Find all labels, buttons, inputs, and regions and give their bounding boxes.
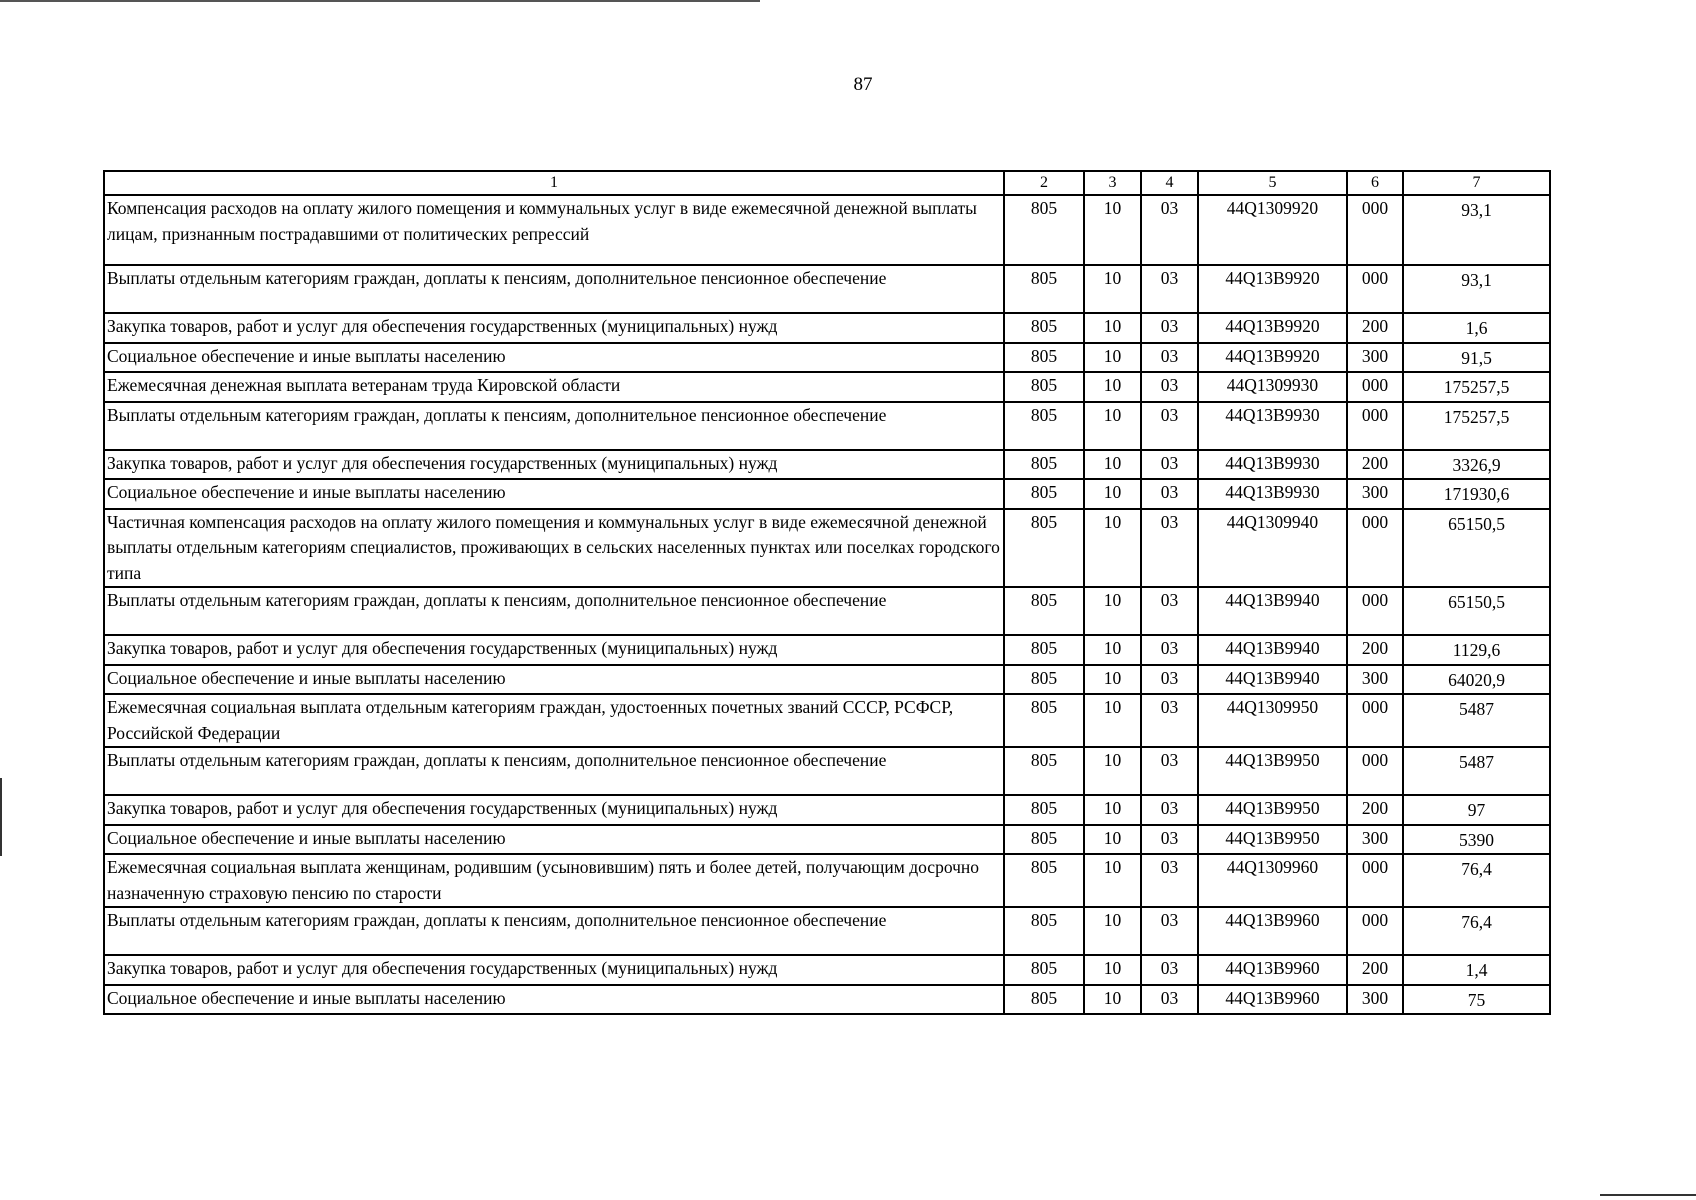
scan-edge-bottom [1600,1194,1696,1196]
cell-col-3: 10 [1084,509,1141,588]
cell-col-3: 10 [1084,955,1141,985]
cell-col-4: 03 [1141,694,1198,747]
cell-name: Ежемесячная социальная выплата отдельным категориям граждан, удостоенных почетных званий СССР, РСФСР, Российской Федерации [104,694,1004,747]
cell-col-4: 03 [1141,372,1198,402]
cell-col-3: 10 [1084,372,1141,402]
cell-col-7: 171930,6 [1403,479,1550,509]
cell-col-6: 000 [1347,747,1403,795]
table-row [104,985,1550,1015]
cell-col-5: 44Q13B9950 [1198,795,1347,825]
cell-col-5: 44Q13B9960 [1198,907,1347,955]
table-row [104,955,1550,985]
table-row [104,509,1550,588]
cell-col-7: 65150,5 [1403,587,1550,635]
cell-col-4: 03 [1141,265,1198,313]
table-row [104,907,1550,955]
cell-col-2: 805 [1004,509,1084,588]
cell-col-2: 805 [1004,635,1084,665]
cell-col-7: 93,1 [1403,195,1550,265]
cell-name: Закупка товаров, работ и услуг для обеспечения государственных (муниципальных) нужд [104,313,1004,343]
page-number: 87 [853,74,873,95]
cell-col-3: 10 [1084,402,1141,450]
cell-col-2: 805 [1004,854,1084,907]
cell-col-3: 10 [1084,587,1141,635]
cell-col-2: 805 [1004,907,1084,955]
cell-col-7: 3326,9 [1403,450,1550,480]
cell-name: Социальное обеспечение и иные выплаты населению [104,985,1004,1015]
cell-col-7: 5390 [1403,825,1550,855]
table-row [104,694,1550,747]
cell-name: Выплаты отдельным категориям граждан, доплаты к пенсиям, дополнительное пенсионное обеспечение [104,265,1004,313]
cell-name: Компенсация расходов на оплату жилого помещения и коммунальных услуг в виде ежемесячной денежной выплаты лицам, признанным пострадавшими от политических репрессий [104,195,1004,265]
cell-col-4: 03 [1141,854,1198,907]
cell-col-3: 10 [1084,343,1141,373]
cell-col-3: 10 [1084,313,1141,343]
cell-col-5: 44Q1309940 [1198,509,1347,588]
table-row [104,265,1550,313]
cell-name: Выплаты отдельным категориям граждан, доплаты к пенсиям, дополнительное пенсионное обеспечение [104,587,1004,635]
cell-col-5: 44Q1309920 [1198,195,1347,265]
cell-col-7: 65150,5 [1403,509,1550,588]
cell-col-2: 805 [1004,587,1084,635]
cell-col-2: 805 [1004,343,1084,373]
cell-col-2: 805 [1004,195,1084,265]
cell-col-5: 44Q13B9960 [1198,985,1347,1015]
cell-col-6: 000 [1347,372,1403,402]
table-row [104,587,1550,635]
cell-col-6: 000 [1347,402,1403,450]
cell-col-4: 03 [1141,825,1198,855]
cell-col-4: 03 [1141,587,1198,635]
cell-col-5: 44Q1309950 [1198,694,1347,747]
cell-col-7: 175257,5 [1403,372,1550,402]
cell-col-6: 200 [1347,955,1403,985]
cell-col-7: 1129,6 [1403,635,1550,665]
cell-col-7: 76,4 [1403,854,1550,907]
cell-name: Выплаты отдельным категориям граждан, доплаты к пенсиям, дополнительное пенсионное обеспечение [104,907,1004,955]
header-col-3: 3 [1084,171,1141,195]
cell-col-2: 805 [1004,985,1084,1015]
cell-name: Закупка товаров, работ и услуг для обеспечения государственных (муниципальных) нужд [104,955,1004,985]
scan-edge-left [0,778,2,856]
cell-col-4: 03 [1141,907,1198,955]
cell-col-5: 44Q1309960 [1198,854,1347,907]
cell-col-7: 5487 [1403,747,1550,795]
cell-name: Закупка товаров, работ и услуг для обеспечения государственных (муниципальных) нужд [104,795,1004,825]
cell-col-6: 300 [1347,825,1403,855]
cell-col-5: 44Q13B9930 [1198,450,1347,480]
cell-col-3: 10 [1084,195,1141,265]
table-row [104,825,1550,855]
cell-name: Выплаты отдельным категориям граждан, доплаты к пенсиям, дополнительное пенсионное обеспечение [104,747,1004,795]
cell-col-4: 03 [1141,509,1198,588]
header-col-6: 6 [1347,171,1403,195]
cell-name: Социальное обеспечение и иные выплаты населению [104,343,1004,373]
cell-col-3: 10 [1084,795,1141,825]
cell-col-4: 03 [1141,985,1198,1015]
cell-col-4: 03 [1141,795,1198,825]
cell-name: Закупка товаров, работ и услуг для обеспечения государственных (муниципальных) нужд [104,635,1004,665]
cell-col-5: 44Q13B9920 [1198,343,1347,373]
cell-col-2: 805 [1004,665,1084,695]
header-col-7: 7 [1403,171,1550,195]
cell-col-4: 03 [1141,955,1198,985]
table-row [104,195,1550,265]
cell-col-6: 000 [1347,854,1403,907]
table-body [104,195,1550,1014]
cell-col-2: 805 [1004,450,1084,480]
table-row [104,343,1550,373]
cell-col-6: 200 [1347,795,1403,825]
table-row [104,854,1550,907]
cell-name: Ежемесячная денежная выплата ветеранам труда Кировской области [104,372,1004,402]
table-row [104,665,1550,695]
cell-col-6: 000 [1347,195,1403,265]
cell-col-6: 000 [1347,907,1403,955]
cell-col-7: 5487 [1403,694,1550,747]
cell-col-2: 805 [1004,402,1084,450]
cell-col-2: 805 [1004,265,1084,313]
cell-col-7: 75 [1403,985,1550,1015]
cell-col-4: 03 [1141,402,1198,450]
table-row [104,635,1550,665]
cell-col-5: 44Q13B9960 [1198,955,1347,985]
cell-col-2: 805 [1004,795,1084,825]
cell-col-4: 03 [1141,479,1198,509]
cell-col-6: 000 [1347,694,1403,747]
cell-col-4: 03 [1141,313,1198,343]
cell-col-6: 000 [1347,509,1403,588]
cell-col-7: 64020,9 [1403,665,1550,695]
cell-name: Частичная компенсация расходов на оплату жилого помещения и коммунальных услуг в виде ежемесячной денежной выплаты отдельным категориям специалистов, проживающих в сельских населенных пунктах или поселках городского типа [104,509,1004,588]
cell-col-2: 805 [1004,313,1084,343]
cell-col-6: 300 [1347,665,1403,695]
cell-col-2: 805 [1004,372,1084,402]
cell-col-5: 44Q13B9940 [1198,635,1347,665]
cell-col-5: 44Q1309930 [1198,372,1347,402]
cell-col-7: 175257,5 [1403,402,1550,450]
budget-table [103,170,1551,1015]
cell-col-4: 03 [1141,195,1198,265]
cell-name: Выплаты отдельным категориям граждан, доплаты к пенсиям, дополнительное пенсионное обеспечение [104,402,1004,450]
cell-col-4: 03 [1141,747,1198,795]
cell-col-5: 44Q13B9930 [1198,402,1347,450]
header-col-1: 1 [104,171,1004,195]
cell-col-3: 10 [1084,665,1141,695]
header-col-5: 5 [1198,171,1347,195]
cell-col-7: 1,4 [1403,955,1550,985]
cell-col-2: 805 [1004,479,1084,509]
cell-col-6: 200 [1347,635,1403,665]
cell-col-7: 91,5 [1403,343,1550,373]
table-row [104,795,1550,825]
cell-col-3: 10 [1084,825,1141,855]
cell-col-5: 44Q13B9940 [1198,665,1347,695]
cell-col-5: 44Q13B9930 [1198,479,1347,509]
scan-edge-top [0,0,760,2]
cell-col-6: 000 [1347,587,1403,635]
cell-col-7: 93,1 [1403,265,1550,313]
cell-col-5: 44Q13B9920 [1198,313,1347,343]
cell-name: Социальное обеспечение и иные выплаты населению [104,665,1004,695]
cell-col-5: 44Q13B9950 [1198,747,1347,795]
cell-col-7: 97 [1403,795,1550,825]
cell-name: Закупка товаров, работ и услуг для обеспечения государственных (муниципальных) нужд [104,450,1004,480]
cell-col-6: 300 [1347,479,1403,509]
header-col-2: 2 [1004,171,1084,195]
cell-col-3: 10 [1084,854,1141,907]
cell-col-6: 200 [1347,313,1403,343]
cell-col-3: 10 [1084,450,1141,480]
table-row [104,372,1550,402]
cell-col-2: 805 [1004,955,1084,985]
cell-col-7: 76,4 [1403,907,1550,955]
cell-col-2: 805 [1004,694,1084,747]
cell-col-6: 300 [1347,343,1403,373]
cell-col-4: 03 [1141,665,1198,695]
cell-col-6: 000 [1347,265,1403,313]
table-row [104,479,1550,509]
header-col-4: 4 [1141,171,1198,195]
table-row [104,402,1550,450]
cell-col-4: 03 [1141,450,1198,480]
cell-col-2: 805 [1004,825,1084,855]
cell-col-6: 300 [1347,985,1403,1015]
cell-col-3: 10 [1084,747,1141,795]
cell-col-2: 805 [1004,747,1084,795]
cell-col-5: 44Q13B9950 [1198,825,1347,855]
table-row [104,450,1550,480]
cell-col-3: 10 [1084,907,1141,955]
cell-col-4: 03 [1141,343,1198,373]
cell-col-3: 10 [1084,265,1141,313]
cell-col-7: 1,6 [1403,313,1550,343]
cell-col-3: 10 [1084,635,1141,665]
cell-col-5: 44Q13B9940 [1198,587,1347,635]
cell-col-6: 200 [1347,450,1403,480]
cell-col-3: 10 [1084,985,1141,1015]
cell-name: Социальное обеспечение и иные выплаты населению [104,825,1004,855]
cell-name: Ежемесячная социальная выплата женщинам, родившим (усыновившим) пять и более детей, получающим досрочно назначенную страховую пенсию по старости [104,854,1004,907]
cell-col-3: 10 [1084,694,1141,747]
table-row [104,313,1550,343]
header-row [104,171,1550,195]
cell-col-5: 44Q13B9920 [1198,265,1347,313]
cell-name: Социальное обеспечение и иные выплаты населению [104,479,1004,509]
table-row [104,747,1550,795]
cell-col-4: 03 [1141,635,1198,665]
cell-col-3: 10 [1084,479,1141,509]
